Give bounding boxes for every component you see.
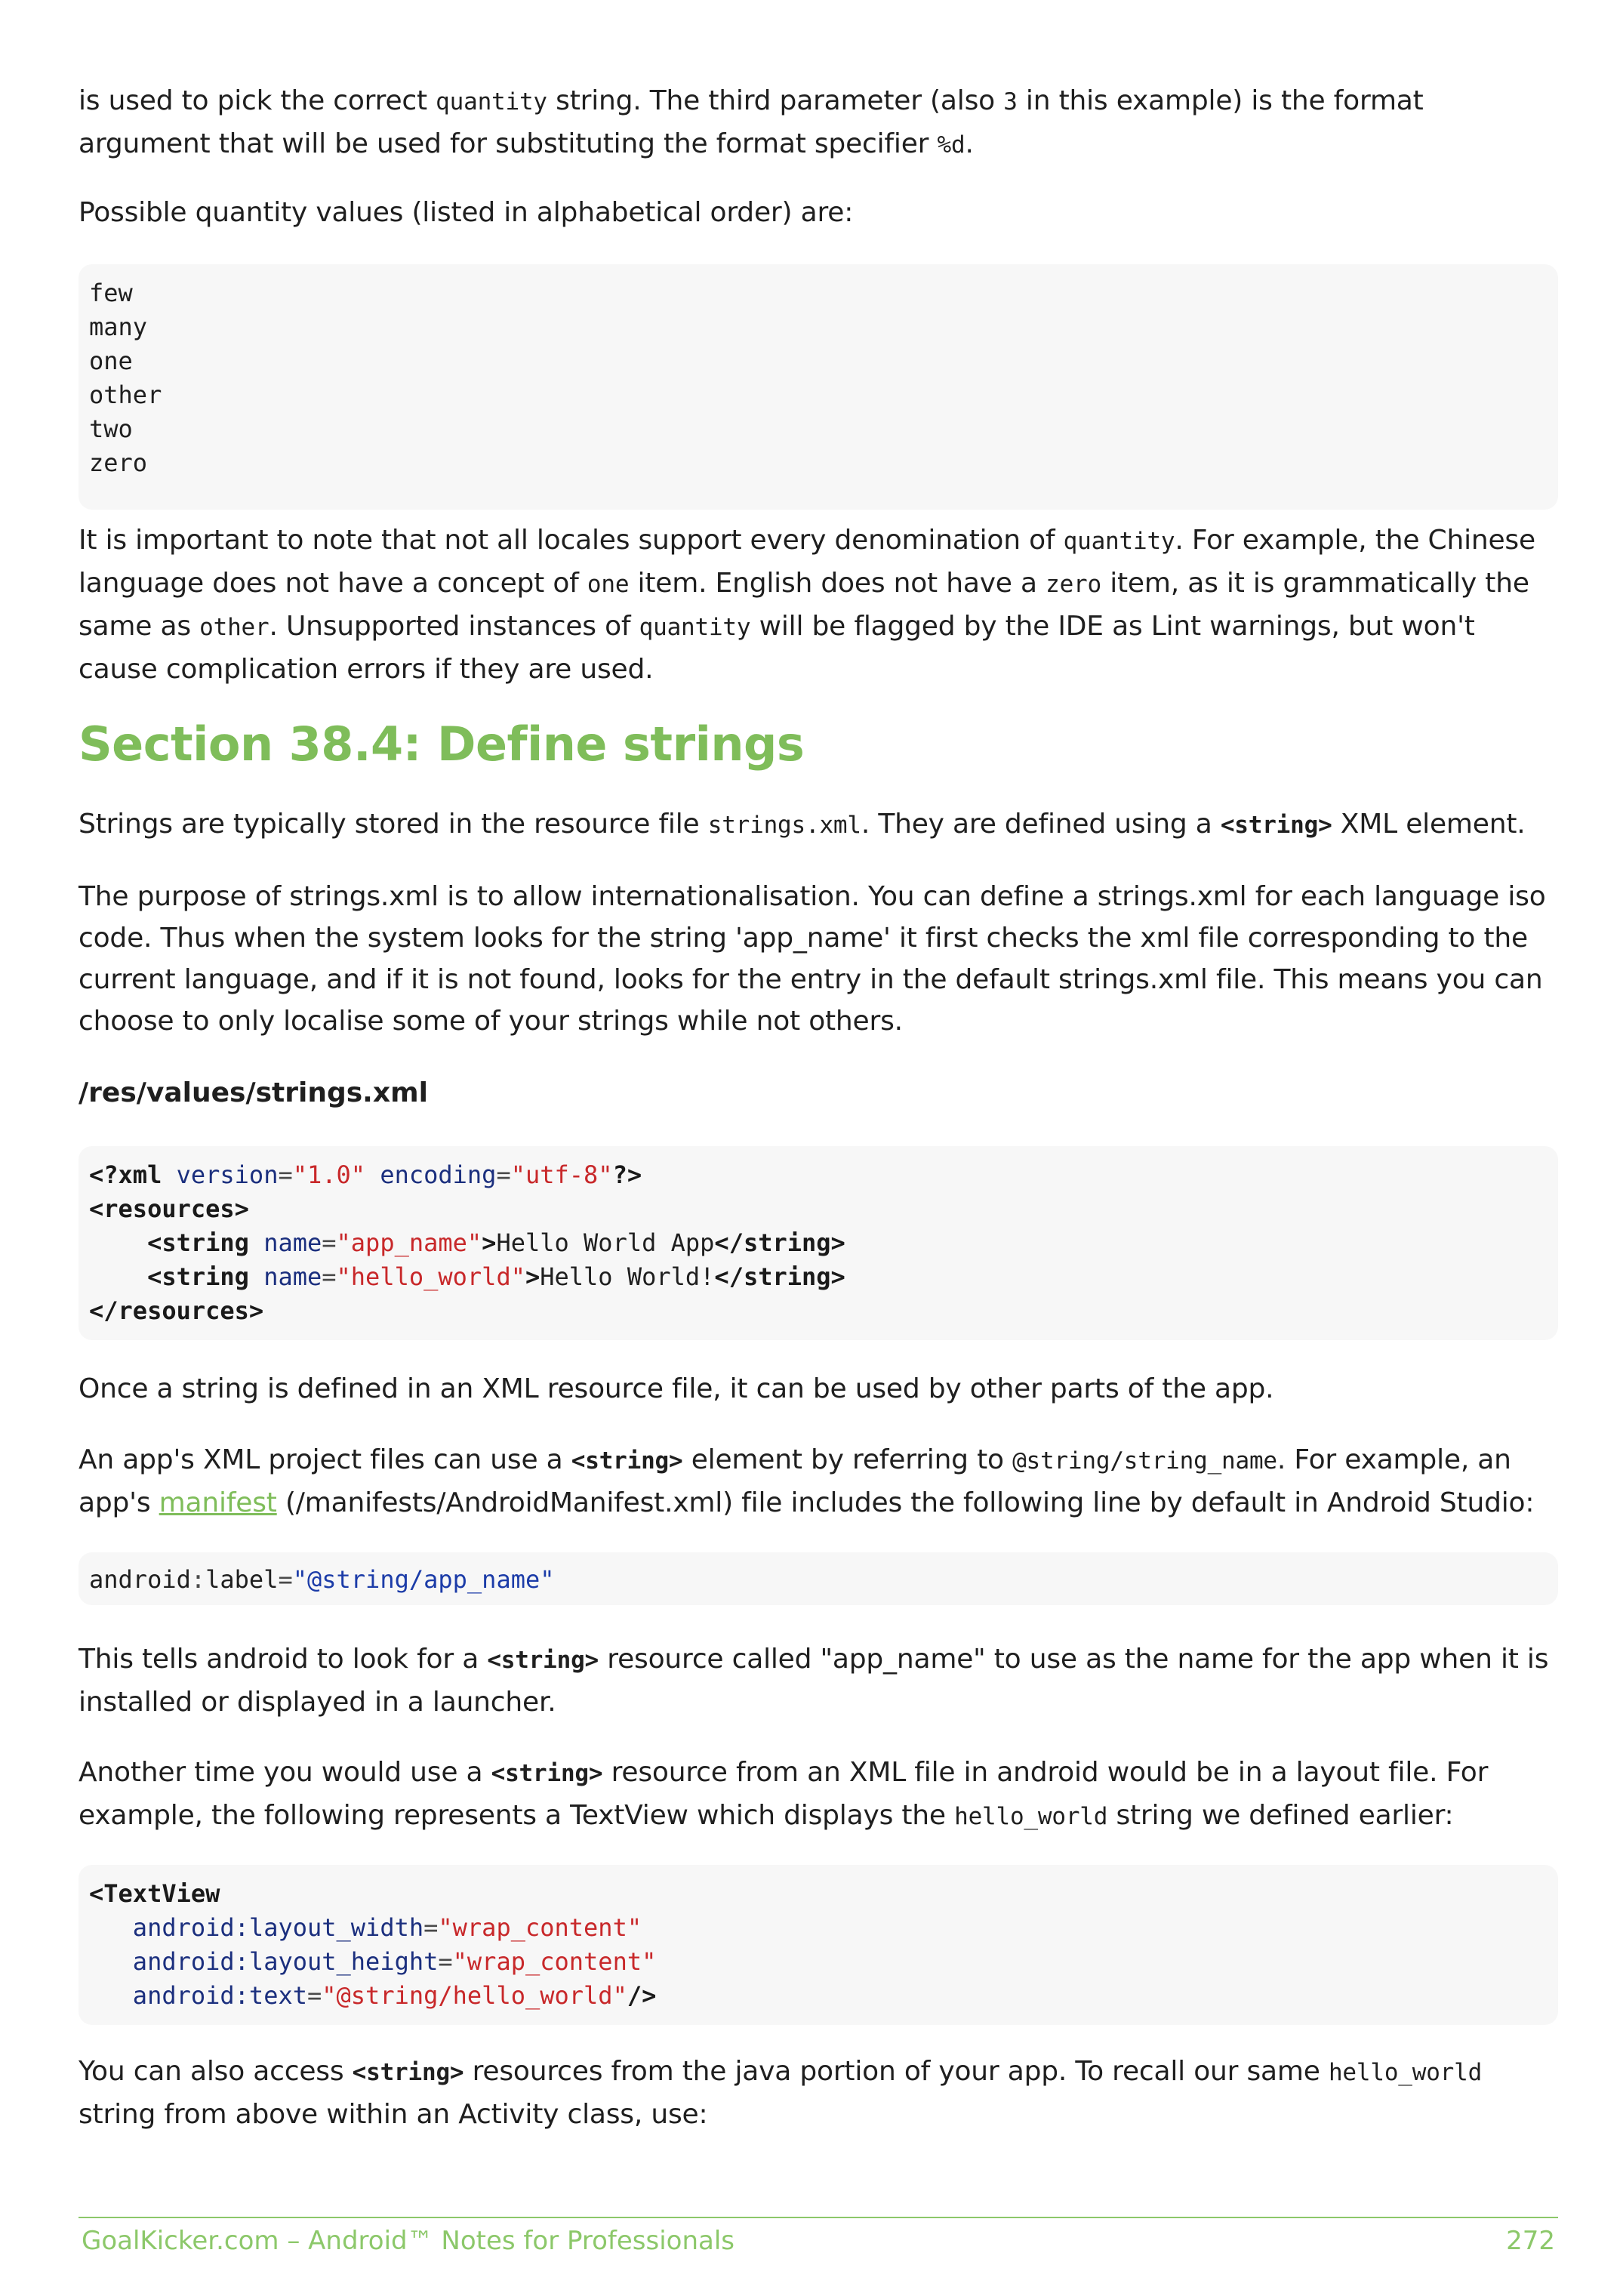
section-paragraph-5: This tells android to look for a <string> resource called "app_name" to use as the name for the app when it is installed or displayed in a launcher. — [79, 1644, 1549, 1718]
section-paragraph-7: You can also access <string> resources from the java portion of your app. To recall our same hello_world string from above within an Activity class, use: — [79, 2056, 1483, 2130]
page-footer — [82, 2223, 1555, 2259]
code-line: zero — [89, 448, 148, 477]
code-line: many — [89, 313, 148, 341]
intro-paragraph-3: It is important to note that not all locales support every denomination of quantity. For example, the Chinese language does not have a concept of one item. English does not have a zero item, as it is grammatically the same as other. Unsupported instances of quantity will be flagged by the IDE as Lint warnings, but won't cause complication errors if they are used. — [79, 525, 1535, 685]
textview-code-block — [79, 1865, 1558, 2025]
code-line: one — [89, 347, 133, 375]
strings-xml-code-block — [79, 1146, 1558, 1340]
intro-paragraph-2: Possible quantity values (listed in alphabetical order) are: — [79, 197, 854, 228]
code-line: <?xml version="1.0" encoding="utf-8"?> — [89, 1160, 642, 1189]
code-line: <string name="app_name">Hello World App</string> — [147, 1228, 845, 1257]
footer-title: GoalKicker.com – Android™ Notes for Professionals — [82, 2226, 735, 2256]
code-line: few — [89, 279, 133, 307]
section-paragraph-1: Strings are typically stored in the resource file strings.xml. They are defined using a <string> XML element. — [79, 809, 1526, 840]
page-number: 272 — [1506, 2226, 1555, 2256]
code-line: <resources> — [89, 1194, 249, 1223]
code-line: <string name="hello_world">Hello World!</string> — [147, 1262, 845, 1291]
code-line: android:layout_width="wrap_content" — [132, 1913, 642, 1942]
section-paragraph-6: Another time you would use a <string> resource from an XML file in android would be in a layout file. For example, the following represents a TextView which displays the hello_world string we defined earlier: — [79, 1757, 1489, 1831]
code-line: <TextView — [89, 1879, 220, 1908]
footer-divider — [79, 2217, 1558, 2218]
section-paragraph-4: An app's XML project files can use a <string> element by referring to @string/string_name. For example, an app's manifest (/manifests/AndroidManifest.xml) file includes the following line by default in Android Studio: — [79, 1444, 1535, 1518]
code-line: android:text="@string/hello_world"/> — [132, 1981, 657, 2010]
code-line: android:label="@string/app_name" — [89, 1565, 555, 1594]
intro-paragraph-1: is used to pick the correct quantity string. The third parameter (also 3 in this example) is the format argument that will be used for substituting the format specifier %d. — [79, 85, 1424, 159]
file-path-label: /res/values/strings.xml — [79, 1077, 428, 1108]
code-line: android:layout_height="wrap_content" — [132, 1947, 657, 1976]
section-paragraph-3: Once a string is defined in an XML resource file, it can be used by other parts of the app. — [79, 1373, 1274, 1404]
code-line: </resources> — [89, 1296, 264, 1325]
section-paragraph-2: The purpose of strings.xml is to allow internationalisation. You can define a strings.xml for each language iso code. Thus when the system looks for the string 'app_name' it first checks the xml file corresponding to the current language, and if it is not found, looks for the entry in the default strings.xml file. This means you can choose to only localise some of your strings while not others. — [79, 881, 1546, 1037]
code-line: two — [89, 415, 133, 443]
manifest-label-code-block — [79, 1552, 1558, 1605]
code-line: other — [89, 381, 162, 409]
section-heading: Section 38.4: Define strings — [79, 717, 805, 772]
manifest-link[interactable]: manifest — [159, 1487, 277, 1518]
quantity-values-code-block — [79, 264, 1558, 510]
